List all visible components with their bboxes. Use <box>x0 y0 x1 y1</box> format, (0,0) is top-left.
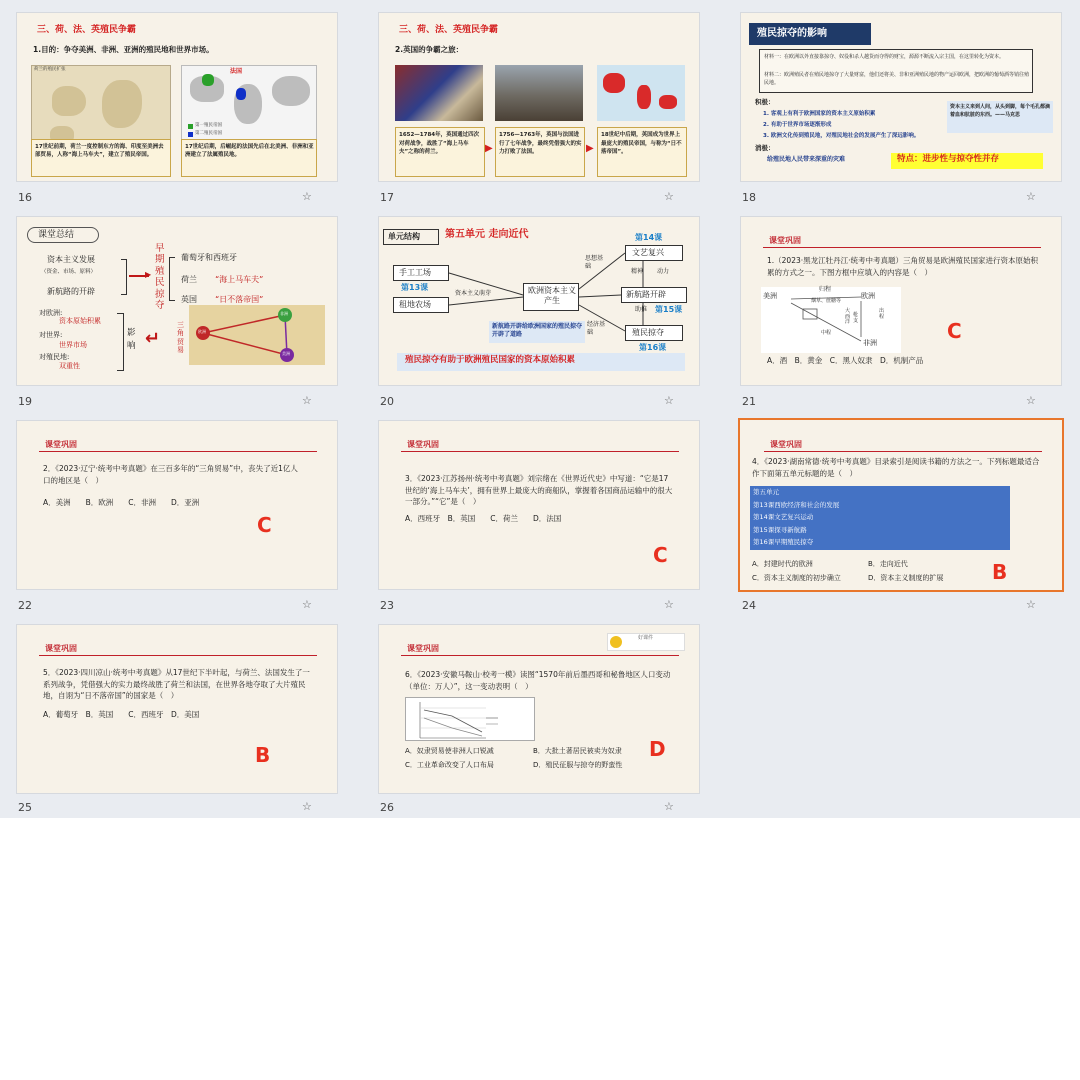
arrow-curve-icon: ↵ <box>145 328 161 349</box>
title-label: 单元结构 <box>383 229 439 245</box>
quote-box: 资本主义来到人间，从头到脚，每个毛孔都滴着血和肮脏的东西。——马克思 <box>947 101 1053 133</box>
toc-item: 第五单元 <box>753 488 779 496</box>
star-icon[interactable]: ☆ <box>302 598 312 611</box>
answer-options: A．葡萄牙 B．英国 C．西班牙 D．美国 <box>43 710 200 719</box>
logo-badge: 好课件 <box>607 633 685 651</box>
population-chart-image <box>405 697 535 741</box>
slide-number: 18 <box>742 191 756 204</box>
slide-header: 课堂巩固 <box>45 440 77 449</box>
star-icon[interactable]: ☆ <box>1026 190 1036 203</box>
star-icon[interactable]: ☆ <box>1026 598 1036 611</box>
slide-number: 22 <box>18 599 32 612</box>
france-map-image: 法国 第一殖民帝国 第二殖民帝国 <box>181 65 317 147</box>
battle-painting-image <box>395 65 483 121</box>
slide-number: 26 <box>380 801 394 814</box>
slide-title: 三、荷、法、英殖民争霸 <box>399 25 499 35</box>
slide-thumbnail-25[interactable] <box>16 624 338 794</box>
star-icon[interactable]: ☆ <box>302 394 312 407</box>
slide-number: 24 <box>742 599 756 612</box>
caption-box: 1652—1784年，英国通过四次对荷战争，战胜了“海上马车夫”之称的荷兰。 <box>395 127 485 177</box>
star-icon[interactable]: ☆ <box>664 190 674 203</box>
slide-number: 20 <box>380 395 394 408</box>
empire-map-image <box>597 65 685 121</box>
slide-thumbnail-26[interactable]: 课堂巩固 好课件 6．《2023·安徽马鞍山·校考一模》读图“1570年前后墨西哥和秘鲁地区人口变动（单位：万人）”，这一变动表明（ ） A．奴隶贸易使非洲人口锐减 B．大批土著居民被卖为奴隶 C．工业革命改变了人口布局 D．殖民征服与掠夺的野蛮性 D <box>378 624 700 794</box>
question-text: 6．《2023·安徽马鞍山·校考一模》读图“1570年前后墨西哥和秘鲁地区人口变动（单位：万人）”，这一变动表明（ ） <box>405 670 671 691</box>
answer-mark: B <box>255 743 271 767</box>
caption-box: 17世纪前期，荷兰一度控制东方的海、印度至美洲去部贸易，人称“海上马车夫”，建立了殖民帝国。 <box>31 139 171 177</box>
slide-thumbnail-21[interactable] <box>740 216 1062 386</box>
slide-thumbnail-23[interactable] <box>378 420 700 590</box>
answer-mark: C <box>653 543 668 567</box>
star-icon[interactable]: ☆ <box>664 394 674 407</box>
answer-options: A．酒 B．黄金 C．黑人奴隶 D．机制产品 <box>767 356 924 365</box>
triangle-trade-diagram: 欧洲 非洲 美洲 <box>189 305 325 365</box>
answer-mark: C <box>257 513 272 537</box>
slide-thumbnail-19[interactable]: 课堂总结 资本主义发展 （资金、市场、原料） 新航路的开辟 ▶ 早期殖民掠夺 葡萄牙和西班牙 荷兰 “海上马车夫” 英国 “日不落帝国” 对欧洲: 资本原始积累 对世界: 世界市场 对殖民地: 双重性 影响 ↵ 三角贸易 欧洲 非洲 美洲 <box>16 216 338 386</box>
question-text: 2．《2023·辽宁·统考中考真题》在三百多年的“三角贸易”中，丧失了近1亿人口的地区是（ ） <box>43 464 298 485</box>
question-text: 3．《2023·江苏扬州·统考中考真题》刘宗绪在《世界近代史》中写道：“它是17世纪的‘海上马车夫’，拥有世界上最庞大的商船队，掌握着各国商品运输中的很大一部分。”“它”是（ ） <box>405 474 673 507</box>
node-box: 手工工场 <box>393 265 449 281</box>
slide-number: 23 <box>380 599 394 612</box>
caption-box: 18世纪中后期，英国成为世界上最庞大的殖民帝国，与称为“日不落帝国”。 <box>597 127 687 177</box>
question-text: 4．《2023·湖南常德·统考中考真题》目录索引是阅读书籍的方法之一。下列标题最适合作下面第五单元标题的是（ ） <box>752 457 1040 478</box>
dutch-map-image: 荷兰的殖民扩张 <box>31 65 171 147</box>
slide-thumbnail-22[interactable] <box>16 420 338 590</box>
answer-mark: B <box>992 560 1008 584</box>
star-icon[interactable]: ☆ <box>664 598 674 611</box>
star-icon[interactable]: ☆ <box>302 800 312 813</box>
answer-mark: C <box>947 319 962 343</box>
trade-diagram: 美洲 欧洲 非洲 归程 烟草、蔗糖等 大西洋 出程 中程 枪支 <box>761 287 901 353</box>
slide-number: 25 <box>18 801 32 814</box>
slide-thumbnail-24[interactable]: 课堂巩固 4．《2023·湖南常德·统考中考真题》目录索引是阅读书籍的方法之一。下列标题最适合作下面第五单元标题的是（ ） 第五单元 第13课西欧经济和社会的发展 第14课文艺复兴运动 第15课探寻新航路 第16课早期殖民掠夺 A．封建时代的欧洲 B．走向近代 C．资本主义制度的初步确立 D．资本主义制度的扩展 B <box>738 418 1064 592</box>
toc-item: 第14课文艺复兴运动 <box>753 513 814 521</box>
slide-number: 21 <box>742 395 756 408</box>
question-text: 5．《2023·四川凉山·统考中考真题》从17世纪下半叶起，与荷兰、法国发生了一系列战争，凭借强大的实力最终战胜了荷兰和法国，在世界各地夺取了大片殖民地，自诩为“日不落帝国”的国家是（ ） <box>43 668 310 701</box>
caption-box: 17世纪后期，后崛起的法国先后在北美洲、非洲和亚洲建立了法属殖民地。 <box>181 139 317 177</box>
caption-box: 1756—1763年，英国与法国进行了七年战争，最终凭借强大的实力打败了法国。 <box>495 127 585 177</box>
toc-item: 第16课早期殖民掠夺 <box>753 538 814 546</box>
title-banner: 殖民掠夺的影响 <box>749 23 871 45</box>
slide-header: 课堂巩固 <box>45 644 77 653</box>
star-icon[interactable]: ☆ <box>1026 394 1036 407</box>
slide-number: 19 <box>18 395 32 408</box>
arrow-right-icon: ▶ <box>485 143 493 154</box>
material-box: 材料一：在欧洲以外直接靠掠夺、奴役和杀人越货而夺得的财宝，源源不断流入宗主国，在这里转化为资本。 材料二：欧洲殖民者在殖民地掠夺了大量财富，他们还将美、非和亚洲殖民地的物产运回欧洲，把欧洲的葡萄酒等销往殖民地。 <box>759 49 1033 93</box>
slide-thumbnail-20[interactable]: 单元结构 第五单元 走向近代 手工工场 第13课 租地农场 资本主义萌芽 欧洲资本主义产生 第14课 文艺复兴 思想基础 精神 动力 新航路开辟 助推 第15课 殖民掠夺 第16课 经济基础 新航路开辟给欧洲国家的殖民掠夺开辟了道路 殖民掠夺有助于欧洲殖民国家的资本原始积累 <box>378 216 700 386</box>
center-node: 欧洲资本主义产生 <box>523 283 579 311</box>
slide-header: 课堂巩固 <box>769 236 801 245</box>
slide-thumbnail-16[interactable] <box>16 12 338 182</box>
war-painting-image <box>495 65 583 121</box>
slide-number: 16 <box>18 191 32 204</box>
toc-item: 第15课探寻新航路 <box>753 525 807 534</box>
node-box: 租地农场 <box>393 297 449 313</box>
summary-box: 殖民掠夺有助于欧洲殖民国家的资本原始积累 <box>397 353 685 371</box>
node-box: 文艺复兴 <box>625 245 683 261</box>
star-icon[interactable]: ☆ <box>664 800 674 813</box>
title-pill: 课堂总结 <box>27 227 99 243</box>
slide-number: 17 <box>380 191 394 204</box>
node-box: 殖民掠夺 <box>625 325 683 341</box>
feature-box: 特点：进步性与掠夺性并存 <box>891 153 1043 169</box>
arrow-right-icon: ▶ <box>145 270 152 279</box>
slide-subtitle: 1.目的：争夺美洲、非洲、亚洲的殖民地和世界市场。 <box>33 45 214 54</box>
slide-thumbnail-18[interactable]: 殖民掠夺的影响 材料一：在欧洲以外直接靠掠夺、奴役和杀人越货而夺得的财宝，源源不断流入宗主国，在这里转化为资本。 材料二：欧洲殖民者在殖民地掠夺了大量财富，他们还将美、非和亚洲殖民地的物产运回欧洲，把欧洲的葡萄酒等销往殖民地。 积极： 1. 客观上有利于欧洲国家的资本主义原始积累 2. 有助于世界市场逐渐形成 3. 欧洲文化传到殖民地，对殖民地社会的发展产生了深远影响。 消极： 给殖民地人民带来深重的灾难 资本主义来到人间，从头到脚，每个毛孔都滴着血和肮脏的东西。——马克思 特点：进步性与掠夺性并存 <box>740 12 1062 182</box>
slide-header: 课堂巩固 <box>407 644 439 653</box>
slide-title: 三、荷、法、英殖民争霸 <box>37 25 137 35</box>
answer-options: A．美洲 B．欧洲 C．非洲 D．亚洲 <box>43 498 200 507</box>
slide-header: 课堂巩固 <box>770 440 802 449</box>
table-of-contents <box>750 486 1010 550</box>
slide-header: 课堂巩固 <box>407 440 439 449</box>
answer-options: A．西班牙 B．英国 C．荷兰 D．法国 <box>405 514 562 523</box>
note-box: 新航路开辟给欧洲国家的殖民掠夺开辟了道路 <box>489 321 585 343</box>
slide-subtitle: 2.英国的争霸之旅： <box>395 45 464 54</box>
node-box: 新航路开辟 <box>621 287 687 303</box>
answer-mark: D <box>649 737 666 761</box>
star-icon[interactable]: ☆ <box>302 190 312 203</box>
toc-item: 第13课西欧经济和社会的发展 <box>753 500 840 509</box>
question-text: 1.（2023·黑龙江牡丹江·统考中考真题）三角贸易是欧洲殖民国家进行资本原始积累的方式之一。下图方框中应填入的内容是（ ） <box>767 256 1039 277</box>
slide-thumbnail-17[interactable] <box>378 12 700 182</box>
arrow-right-icon: ▶ <box>586 143 594 154</box>
